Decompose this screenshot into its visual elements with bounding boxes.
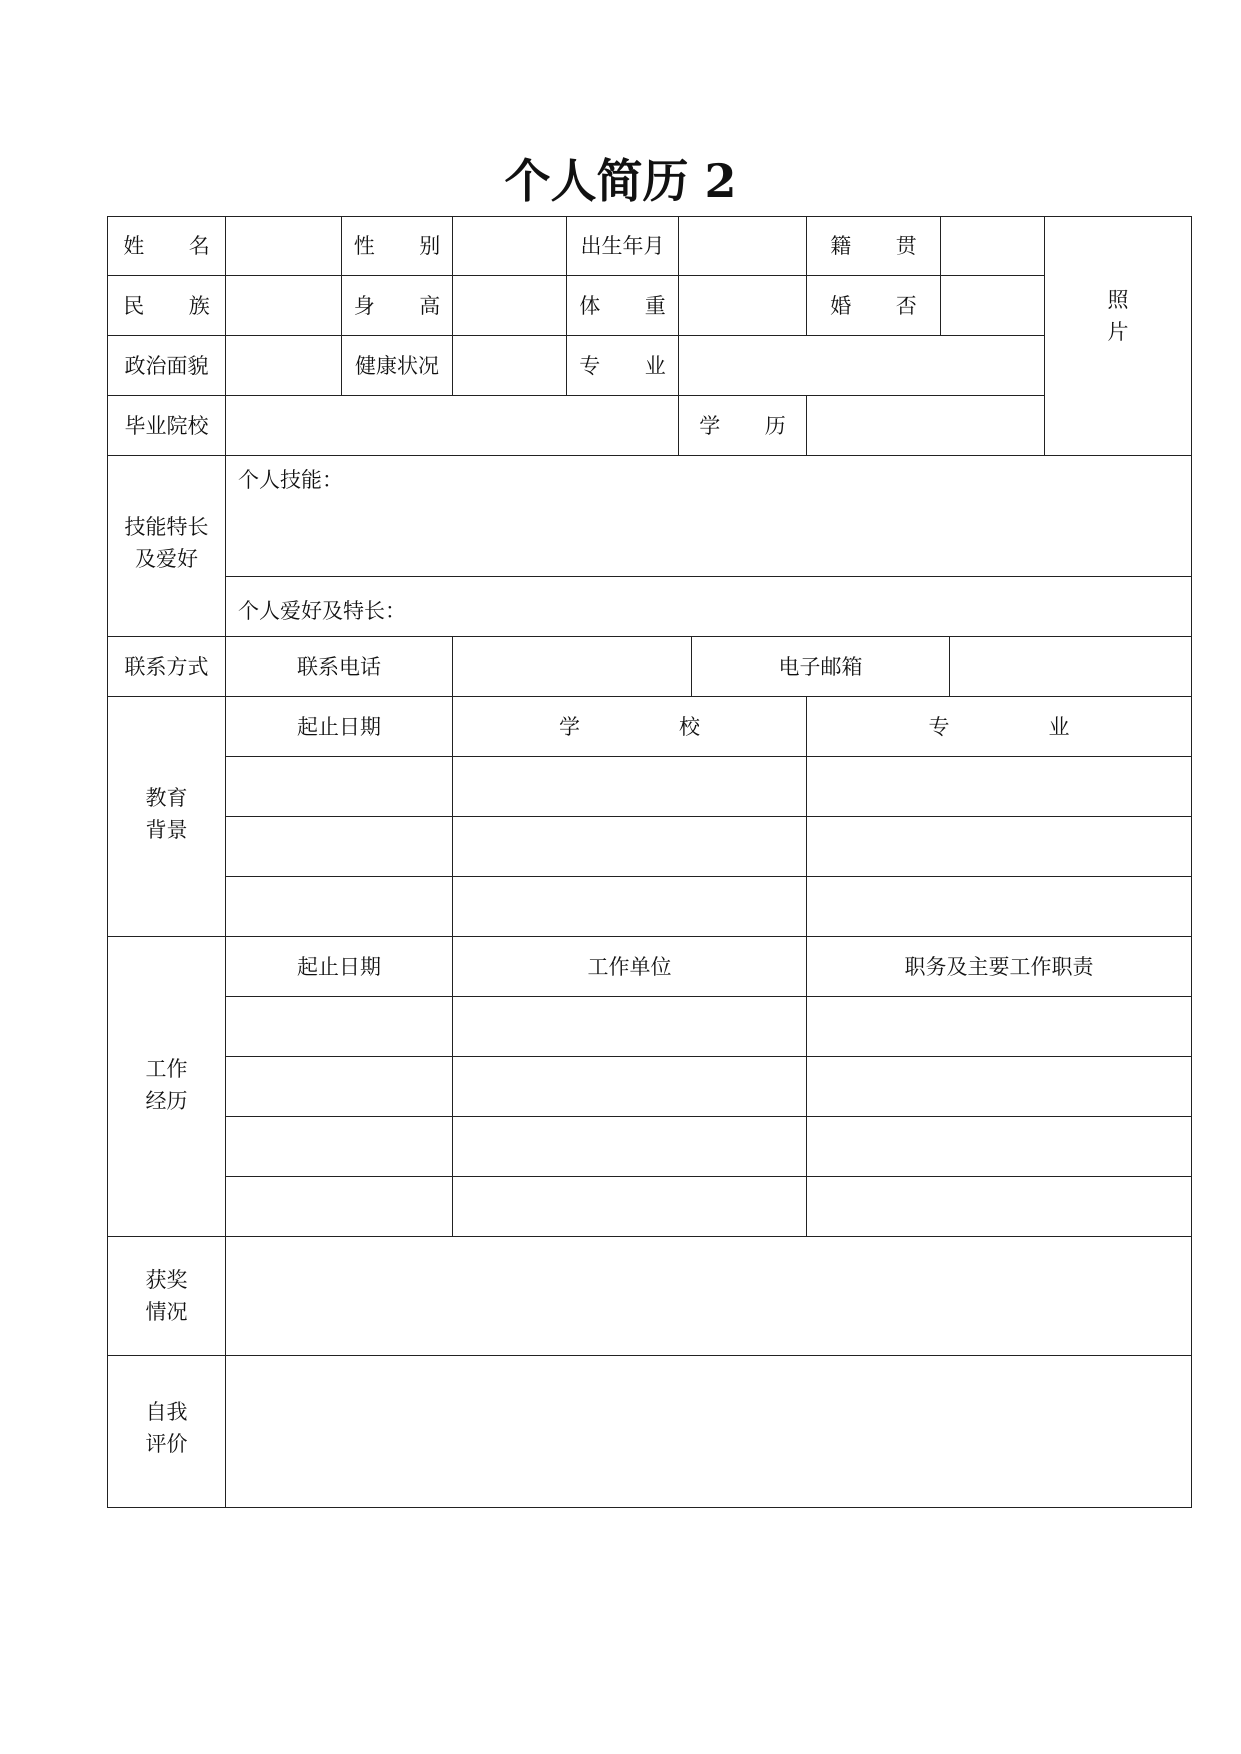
work-row-4-unit[interactable] <box>452 1176 807 1237</box>
label-text: 学 历 <box>699 413 805 438</box>
label-text: 籍 贯 <box>830 234 936 258</box>
work-row-2-date[interactable] <box>225 1056 453 1117</box>
label-text: 专 业 <box>579 353 685 378</box>
phone-field[interactable] <box>452 636 692 697</box>
label-text: 经历 <box>145 1088 188 1113</box>
work-row-1-duty[interactable] <box>806 996 1192 1057</box>
label-weight <box>566 275 685 336</box>
marital-field[interactable] <box>940 275 1045 336</box>
photo-box[interactable] <box>1044 216 1192 456</box>
label-text: 联系方式 <box>124 654 209 679</box>
health-field[interactable] <box>452 335 567 396</box>
label-health <box>341 335 453 396</box>
work-row-2-unit[interactable] <box>452 1056 807 1117</box>
personal-skills-label: 个人技能： <box>238 468 343 492</box>
degree-field[interactable] <box>806 395 1045 456</box>
work-row-1-unit[interactable] <box>452 996 807 1057</box>
label-text: 职务及主要工作职责 <box>904 954 1094 979</box>
edu-row-2-date[interactable] <box>225 816 453 877</box>
self-evaluation-field[interactable] <box>225 1355 1192 1508</box>
edu-row-1-school[interactable] <box>452 756 807 817</box>
label-phone <box>225 636 453 697</box>
label-text: 民 族 <box>123 293 229 318</box>
ethnicity-field[interactable] <box>225 275 342 336</box>
label-skills <box>107 455 226 637</box>
work-row-4-date[interactable] <box>225 1176 453 1237</box>
work-row-2-duty[interactable] <box>806 1056 1192 1117</box>
edu-row-3-major[interactable] <box>806 876 1192 937</box>
label-marital <box>806 275 941 336</box>
label-native-place <box>806 216 941 276</box>
birth-field[interactable] <box>678 216 807 276</box>
personal-skills-field[interactable] <box>225 455 1192 577</box>
awards-field[interactable] <box>225 1236 1192 1356</box>
label-text: 身 高 <box>353 293 460 318</box>
label-text: 毕业院校 <box>124 413 209 438</box>
label-text: 工作单位 <box>587 954 672 979</box>
major-field[interactable] <box>678 335 1045 396</box>
label-text: 体 重 <box>579 293 685 318</box>
label-birth <box>566 216 679 276</box>
label-text: 学 校 <box>558 714 747 739</box>
label-text: 自我 <box>145 1399 188 1424</box>
weight-field[interactable] <box>678 275 807 336</box>
label-text: 技能特长 <box>124 515 209 539</box>
edu-header-major <box>806 696 1192 757</box>
work-row-3-duty[interactable] <box>806 1116 1192 1177</box>
political-field[interactable] <box>225 335 342 396</box>
work-header-duty <box>806 936 1192 997</box>
label-degree <box>678 395 807 456</box>
work-header-date <box>225 936 453 997</box>
label-major <box>566 335 685 396</box>
school-field[interactable] <box>225 395 679 456</box>
edu-header-date <box>225 696 453 757</box>
label-text: 情况 <box>145 1300 188 1324</box>
page-title: 个人简历 2 <box>504 154 737 208</box>
label-text: 起止日期 <box>297 714 381 739</box>
label-text: 工作 <box>145 1056 188 1081</box>
label-text: 起止日期 <box>297 954 381 979</box>
edu-row-1-major[interactable] <box>806 756 1192 817</box>
label-text: 性 别 <box>353 234 460 258</box>
work-row-3-date[interactable] <box>225 1116 453 1177</box>
gender-field[interactable] <box>452 216 567 276</box>
label-text: 联系电话 <box>297 654 381 679</box>
name-field[interactable] <box>225 216 342 276</box>
label-email <box>691 636 950 697</box>
label-awards <box>107 1236 226 1356</box>
label-ethnicity <box>107 275 229 336</box>
label-contact <box>107 636 226 697</box>
label-name <box>107 216 229 276</box>
native-place-field[interactable] <box>940 216 1045 276</box>
edu-row-3-school[interactable] <box>452 876 807 937</box>
work-row-4-duty[interactable] <box>806 1176 1192 1237</box>
label-text: 婚 否 <box>830 293 936 318</box>
work-row-3-unit[interactable] <box>452 1116 807 1177</box>
label-text: 教育 <box>145 785 188 810</box>
label-text: 获奖 <box>145 1268 188 1292</box>
edu-header-school <box>452 696 807 757</box>
label-education <box>107 696 226 937</box>
photo-label-1: 照 <box>1107 288 1129 312</box>
hobbies-field[interactable] <box>225 576 1192 637</box>
label-text: 背景 <box>145 817 188 842</box>
label-text: 姓 名 <box>123 234 229 258</box>
edu-row-1-date[interactable] <box>225 756 453 817</box>
edu-row-2-school[interactable] <box>452 816 807 877</box>
label-school <box>107 395 226 456</box>
label-gender <box>341 216 460 276</box>
email-field[interactable] <box>949 636 1192 697</box>
photo-label-2: 片 <box>1107 320 1129 344</box>
label-political <box>107 335 226 396</box>
label-text: 出生年月 <box>580 234 665 258</box>
label-text: 专 业 <box>928 714 1116 739</box>
work-header-unit <box>452 936 807 997</box>
edu-row-2-major[interactable] <box>806 816 1192 877</box>
resume-form <box>107 216 1192 1506</box>
label-height <box>341 275 460 336</box>
hobbies-label: 个人爱好及特长： <box>238 599 406 623</box>
label-work <box>107 936 226 1237</box>
edu-row-3-date[interactable] <box>225 876 453 937</box>
label-text: 健康状况 <box>355 353 439 378</box>
height-field[interactable] <box>452 275 567 336</box>
label-text: 及爱好 <box>135 547 198 571</box>
label-text: 电子邮箱 <box>778 654 863 679</box>
work-row-1-date[interactable] <box>225 996 453 1057</box>
label-text: 评价 <box>145 1431 188 1456</box>
label-self-evaluation <box>107 1355 226 1508</box>
label-text: 政治面貌 <box>124 353 209 378</box>
